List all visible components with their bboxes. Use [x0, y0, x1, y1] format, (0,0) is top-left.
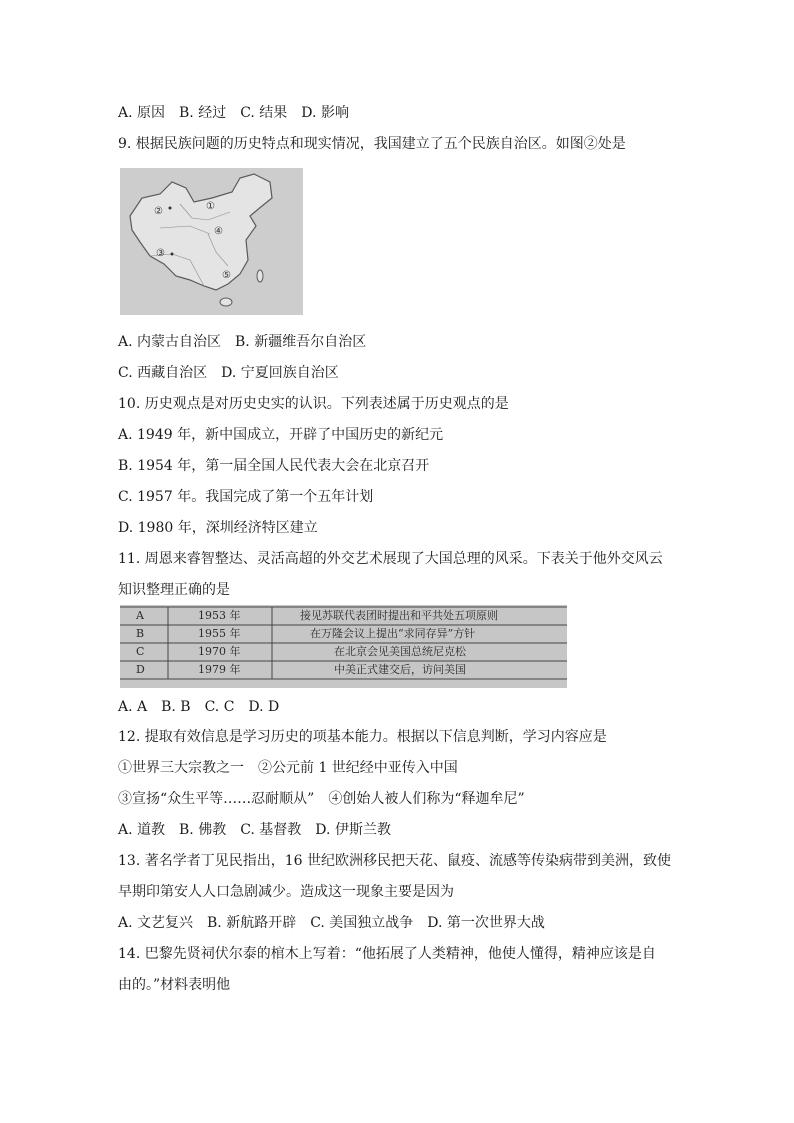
q13-stem-line2: 早期印第安人人口急剧减少。造成这一现象主要是因为	[118, 884, 454, 900]
table-row-b-event: 在万隆会议上提出“求同存异”方针	[310, 627, 476, 640]
q13-options: A. 文艺复兴 B. 新航路开辟 C. 美国独立战争 D. 第一次世界大战	[118, 915, 545, 931]
china-map-figure	[120, 168, 303, 315]
q11-options: A. A B. B C. C D. D	[118, 699, 280, 715]
table-row-c-year: 1970 年	[198, 645, 241, 658]
map-marker-1: ①	[206, 201, 215, 212]
table-row-c-letter: C	[136, 645, 145, 658]
q10-option-a: A. 1949 年，新中国成立，开辟了中国历史的新纪元	[118, 427, 444, 443]
q12-info-line2: ③宣扬“众生平等……忍耐顺从” ④创始人被人们称为“释迦牟尼”	[118, 791, 525, 807]
q11-stem-line1: 11. 周恩来睿智整达、灵活高超的外交艺术展现了大国总理的风采。下表关于他外交风云	[118, 551, 663, 567]
table-row-a-letter: A	[136, 609, 144, 622]
table-row-b-year: 1955 年	[198, 627, 241, 640]
table-row-b-letter: B	[136, 627, 145, 640]
table-row-c-event: 在北京会见美国总统尼克松	[334, 645, 466, 658]
map-marker-5: ⑤	[222, 270, 231, 281]
q13-stem-line1: 13. 著名学者丁见民指出，16 世纪欧洲移民把天花、鼠疫、流感等传染病带到美洲，致使	[118, 853, 671, 869]
table-row-d-letter: D	[136, 663, 145, 676]
diplomacy-table-figure	[120, 605, 567, 688]
q9-options-1: A. 内蒙古自治区 B. 新疆维吾尔自治区	[118, 334, 367, 350]
q14-stem-line1: 14. 巴黎先贤祠伏尔泰的棺木上写着：“他拓展了人类精神，他使人懂得，精神应该是自	[118, 946, 656, 962]
map-marker-2: ②	[154, 206, 163, 217]
table-row-d-event: 中美正式建交后，访问美国	[334, 663, 466, 676]
q8-options: A. 原因 B. 经过 C. 结果 D. 影响	[118, 105, 349, 121]
q11-stem-line2: 知识整理正确的是	[118, 582, 230, 598]
q10-option-b: B. 1954 年，第一届全国人民代表大会在北京召开	[118, 458, 430, 474]
q10-option-d: D. 1980 年，深圳经济特区建立	[118, 520, 318, 536]
table-row-d-year: 1979 年	[198, 663, 241, 676]
q12-stem: 12. 提取有效信息是学习历史的项基本能力。根据以下信息判断，学习内容应是	[118, 729, 607, 745]
q10-option-c: C. 1957 年。我国完成了第一个五年计划	[118, 489, 374, 505]
table-row-a-event: 接见苏联代表团时提出和平共处五项原则	[300, 609, 498, 622]
table-row-a-year: 1953 年	[198, 609, 241, 622]
map-marker-4: ④	[214, 226, 223, 237]
q10-stem: 10. 历史观点是对历史史实的认识。下列表述属于历史观点的是	[118, 396, 509, 412]
q9-options-2: C. 西藏自治区 D. 宁夏回族自治区	[118, 365, 339, 381]
q12-options: A. 道教 B. 佛教 C. 基督教 D. 伊斯兰教	[118, 822, 391, 838]
q14-stem-line2: 由的。”材料表明他	[118, 977, 231, 993]
q12-info-line1: ①世界三大宗教之一 ②公元前 1 世纪经中亚传入中国	[118, 760, 458, 776]
q9-stem: 9. 根据民族问题的历史特点和现实情况，我国建立了五个民族自治区。如图②处是	[118, 136, 626, 152]
map-marker-3: ③	[156, 248, 165, 259]
